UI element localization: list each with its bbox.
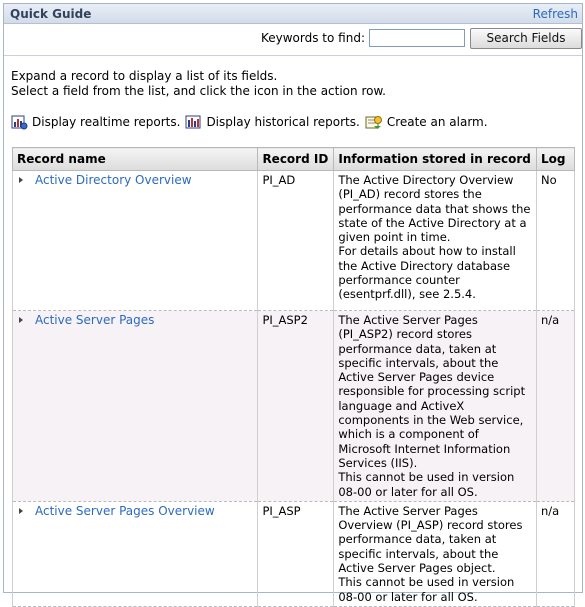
record-name-cell bbox=[13, 171, 258, 311]
search-fields-button[interactable]: Search Fields bbox=[470, 28, 582, 49]
header-record-name[interactable]: Record name bbox=[13, 148, 258, 171]
records-table bbox=[12, 147, 575, 607]
header-info[interactable]: Information stored in record bbox=[334, 148, 537, 171]
historical-legend-label: Display historical reports. bbox=[206, 115, 360, 129]
instructions bbox=[11, 69, 386, 99]
record-log-cell: No bbox=[536, 171, 574, 311]
realtime-legend bbox=[11, 114, 180, 130]
record-id-cell: PI_AD bbox=[258, 171, 334, 311]
record-log-cell: n/a bbox=[536, 311, 574, 502]
expand-triangle-icon[interactable] bbox=[19, 177, 23, 183]
record-link[interactable]: Active Server Pages bbox=[35, 313, 155, 327]
record-name-cell bbox=[13, 501, 258, 606]
record-name-cell bbox=[13, 311, 258, 502]
record-id-cell: PI_ASP bbox=[258, 501, 334, 606]
refresh-link[interactable]: Refresh bbox=[532, 6, 578, 21]
realtime-legend-label: Display realtime reports. bbox=[32, 115, 181, 129]
action-legend bbox=[11, 114, 493, 130]
expand-triangle-icon[interactable] bbox=[19, 317, 23, 323]
alarm-legend bbox=[365, 114, 488, 130]
panel-title: Quick Guide bbox=[10, 6, 92, 21]
search-bar bbox=[4, 25, 582, 51]
record-info-note: For details about how to install the Active Directory database performance counter (esentprf.dll), see 2.5.4. bbox=[338, 244, 516, 302]
record-info-cell bbox=[334, 501, 537, 606]
table-row bbox=[13, 501, 575, 606]
record-id-cell: PI_ASP2 bbox=[258, 311, 334, 502]
expand-triangle-icon[interactable] bbox=[19, 508, 23, 514]
header-record-id[interactable]: Record ID bbox=[258, 148, 334, 171]
record-info-text: The Active Server Pages (PI_ASP2) record stores performance data, taken at specific intervals, about the Active Server Pages device responsible for processing script language and ActiveX components in the Web service, which is a component of Microsoft Internet Information Services (IIS). bbox=[338, 313, 526, 470]
record-info-note: This cannot be used in version 08-00 or later for all OS. bbox=[338, 575, 515, 604]
realtime-report-icon bbox=[11, 114, 28, 130]
alarm-icon bbox=[365, 114, 383, 130]
historical-report-icon bbox=[185, 114, 202, 130]
title-bar bbox=[4, 4, 582, 24]
instruction-line-1: Expand a record to display a list of its fields. bbox=[11, 69, 278, 83]
alarm-legend-label: Create an alarm. bbox=[386, 115, 488, 129]
record-info-cell bbox=[334, 171, 537, 311]
historical-legend bbox=[185, 114, 359, 130]
record-link[interactable]: Active Server Pages Overview bbox=[35, 503, 215, 518]
record-info-text: The Active Directory Overview (PI_AD) record stores the performance data that shows the state of the Active Directory at a given point in time. bbox=[338, 173, 531, 245]
record-link[interactable]: Active Directory Overview bbox=[35, 173, 192, 187]
quick-guide-panel bbox=[3, 3, 583, 604]
record-info-text: The Active Server Pages Overview (PI_ASP) record stores performance data, taken at specific intervals, about the Active Server Pages object. bbox=[338, 503, 523, 576]
record-info-cell bbox=[334, 311, 537, 502]
record-log-cell: n/a bbox=[536, 501, 574, 606]
table-row bbox=[13, 171, 575, 311]
divider bbox=[4, 55, 582, 56]
table-row bbox=[13, 311, 575, 502]
table-header-row bbox=[13, 148, 575, 171]
instruction-line-2: Select a field from the list, and click the icon in the action row. bbox=[11, 84, 386, 98]
record-info-note: This cannot be used in version 08-00 or later for all OS. bbox=[338, 470, 515, 499]
header-log[interactable]: Log bbox=[536, 148, 574, 171]
keywords-input[interactable] bbox=[369, 29, 465, 47]
keywords-label: Keywords to find: bbox=[260, 31, 365, 45]
